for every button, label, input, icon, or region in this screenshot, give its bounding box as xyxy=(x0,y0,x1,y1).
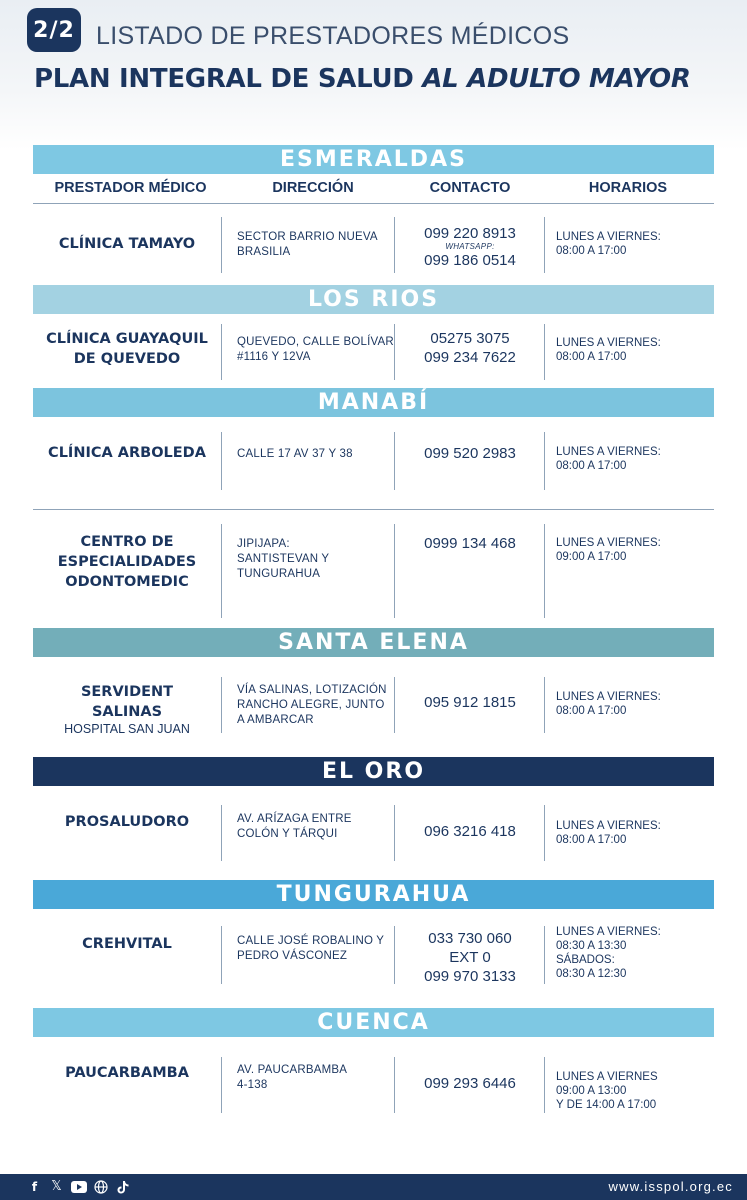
provider-name: CLÍNICA ARBOLEDA xyxy=(48,445,206,461)
section-bar-tungurahua: TUNGURAHUA xyxy=(33,880,714,909)
provider-hours: LUNES A VIERNES 09:00 A 13:00 Y DE 14:00 A 17:00 xyxy=(556,1071,658,1111)
provider-name: CLÍNICA TAMAYO xyxy=(58,236,196,252)
provider-contact: 095 912 1815 xyxy=(424,694,516,711)
whatsapp-label: WHATSAPP: xyxy=(445,242,495,251)
header xyxy=(0,0,747,120)
provider-subtitle: HOSPITAL SAN JUAN xyxy=(64,722,190,736)
row-divider xyxy=(33,509,714,510)
provider-hours: LUNES A VIERNES: 08:00 A 17:00 xyxy=(556,820,661,846)
column-header-provider: PRESTADOR MÉDICO xyxy=(54,180,207,196)
provider-name: CLÍNICA GUAYAQUIL DE QUEVEDO xyxy=(46,331,208,367)
provider-hours: LUNES A VIERNES: 08:00 A 17:00 xyxy=(556,446,661,472)
provider-row-crehvital xyxy=(33,924,714,986)
provider-hours: LUNES A VIERNES: 08:30 A 13:30 SÁBADOS: 08:30 A 12:30 xyxy=(556,926,661,980)
section-bar-cuenca: CUENCA xyxy=(33,1008,714,1037)
provider-address: SECTOR BARRIO NUEVA BRASILIA xyxy=(237,231,378,258)
provider-address: QUEVEDO, CALLE BOLÍVAR #1116 Y 12VA xyxy=(237,336,394,363)
plan-title xyxy=(34,64,691,94)
provider-name: CREHVITAL xyxy=(82,936,172,952)
provider-row-prosaludoro xyxy=(33,803,714,863)
provider-address: JIPIJAPA: SANTISTEVAN Y TUNGURAHUA xyxy=(237,538,330,580)
social-icons xyxy=(26,1179,131,1195)
provider-row-clinica-guayaquil xyxy=(33,322,714,382)
provider-address: CALLE JOSÉ ROBALINO Y PEDRO VÁSCONEZ xyxy=(237,935,384,962)
provider-address: VÍA SALINAS, LOTIZACIÓN RANCHO ALEGRE, JUNTO A AMBARCAR xyxy=(237,684,387,726)
provider-contact: 0999 134 468 xyxy=(424,535,516,552)
provider-row-servident-salinas xyxy=(33,675,714,735)
provider-contact: 099 220 8913 WHATSAPP: 099 186 0514 xyxy=(395,224,545,270)
provider-row-paucarbamba xyxy=(33,1055,714,1115)
plan-title-prefix: PLAN INTEGRAL DE SALUD xyxy=(34,64,423,94)
section-bar-manabi: MANABÍ xyxy=(33,388,714,417)
provider-contact: 096 3216 418 xyxy=(424,823,516,840)
tiktok-icon[interactable] xyxy=(114,1179,131,1195)
page-badge: 2/2 xyxy=(27,8,81,52)
provider-hours: LUNES A VIERNES: 08:00 A 17:00 xyxy=(556,231,661,257)
section-bar-esmeraldas: ESMERALDAS xyxy=(33,145,714,174)
page-title: LISTADO DE PRESTADORES MÉDICOS xyxy=(96,22,570,50)
section-bar-los-rios: LOS RIOS xyxy=(33,285,714,314)
provider-row-clinica-tamayo xyxy=(33,215,714,275)
provider-address: AV. ARÍZAGA ENTRE COLÓN Y TÁRQUI xyxy=(237,813,352,840)
website-link[interactable]: www.isspol.org.ec xyxy=(608,1179,733,1194)
provider-contact: 099 293 6446 xyxy=(424,1075,516,1092)
provider-contact: 099 520 2983 xyxy=(424,445,516,462)
section-bar-el-oro: EL ORO xyxy=(33,757,714,786)
column-header-contact: CONTACTO xyxy=(429,180,511,196)
section-bar-santa-elena: SANTA ELENA xyxy=(33,628,714,657)
provider-hours: LUNES A VIERNES: 09:00 A 17:00 xyxy=(556,537,661,563)
x-icon[interactable]: 𝕏 xyxy=(51,1179,62,1194)
provider-row-odontomedic xyxy=(33,522,714,618)
footer xyxy=(0,1174,747,1200)
provider-contact: 05275 3075 099 234 7622 xyxy=(424,330,516,366)
provider-name: PROSALUDORO xyxy=(64,814,190,830)
provider-address: AV. PAUCARBAMBA 4-138 xyxy=(237,1064,347,1091)
provider-row-clinica-arboleda xyxy=(33,430,714,492)
web-globe-icon[interactable] xyxy=(92,1179,109,1195)
youtube-icon[interactable] xyxy=(70,1179,87,1195)
provider-name: SERVIDENT SALINAS HOSPITAL SAN JUAN xyxy=(33,682,221,737)
facebook-icon[interactable]: f xyxy=(31,1180,38,1194)
provider-contact: 033 730 060 EXT 0 099 970 3133 xyxy=(424,930,516,985)
provider-name: CENTRO DE ESPECIALIDADES ODONTOMEDIC xyxy=(57,534,197,590)
provider-address: CALLE 17 AV 37 Y 38 xyxy=(237,448,353,460)
column-headers xyxy=(33,174,714,204)
column-header-hours: HORARIOS xyxy=(588,180,668,196)
provider-hours: LUNES A VIERNES: 08:00 A 17:00 xyxy=(556,691,661,717)
provider-name: PAUCARBAMBA xyxy=(65,1065,189,1081)
provider-hours: LUNES A VIERNES: 08:00 A 17:00 xyxy=(556,337,661,363)
column-header-address: DIRECCIÓN xyxy=(272,180,354,196)
plan-title-emphasis: AL ADULTO MAYOR xyxy=(422,64,691,94)
